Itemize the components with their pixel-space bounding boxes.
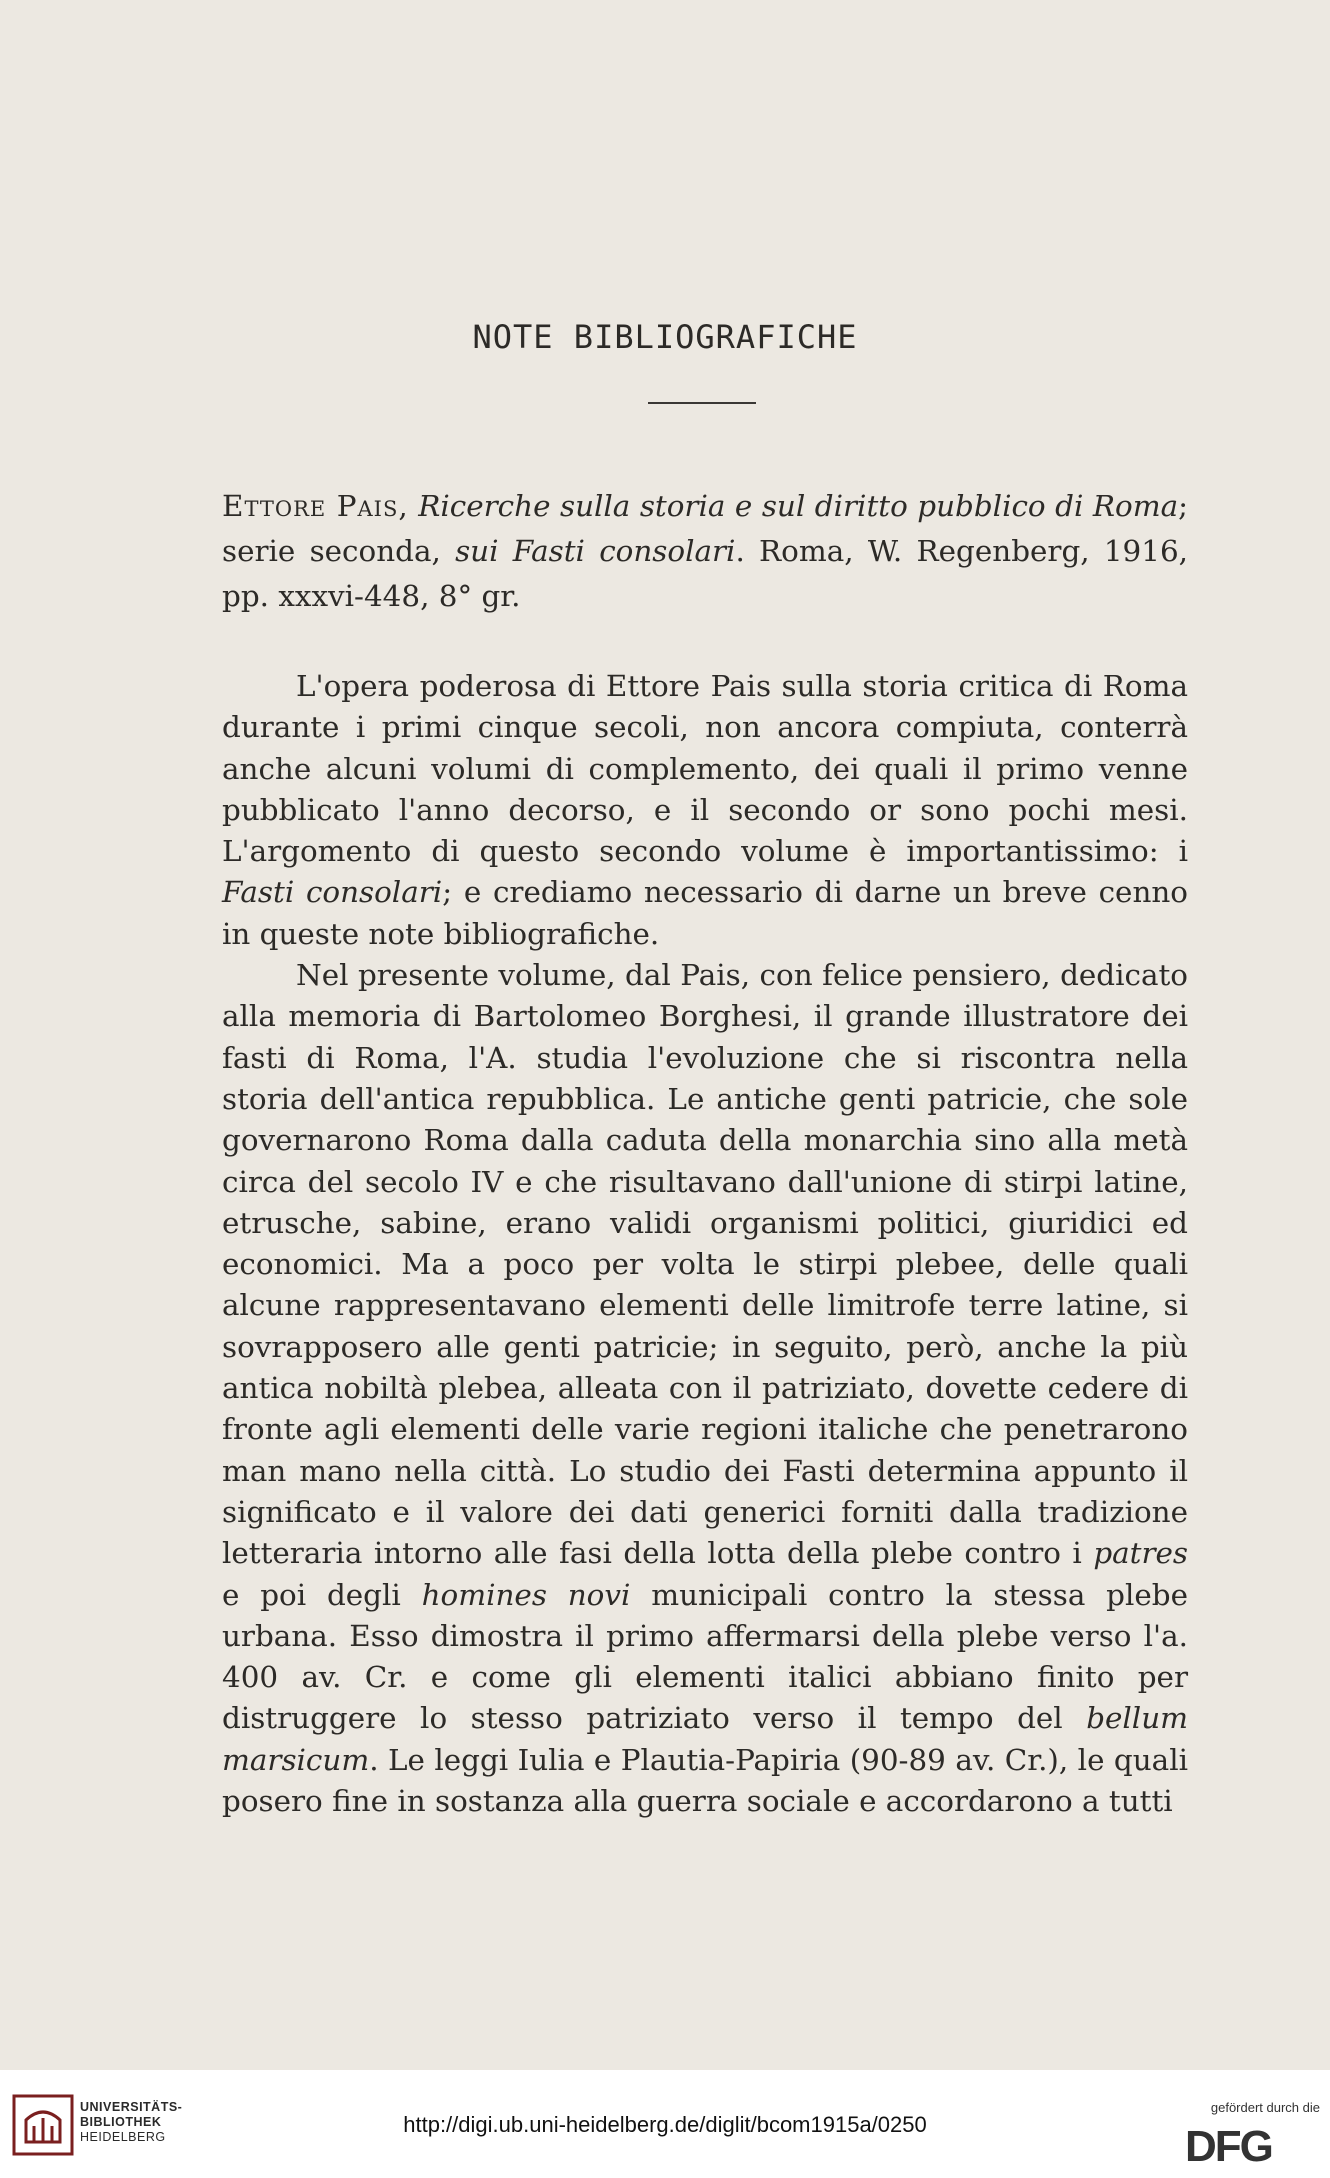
source-url-link[interactable]: http://digi.ub.uni-heidelberg.de/diglit/bcom1915a/0250 [403, 2112, 927, 2137]
review-body [222, 666, 1188, 1822]
p2-italic-a: patres [1093, 1536, 1188, 1571]
citation-details-1: ; serie seconda, [222, 489, 1189, 568]
paragraph-1 [222, 666, 1188, 955]
p2-text-a: Nel presente volume, dal Pais, con felice pensiero, dedicato alla memoria di Bartolomeo Borghesi, il grande illustratore dei fasti di Roma, l'A. studia l'evoluzione che si riscontra nella storia dell'antica repubblica. Le antiche genti patricie, che sole governarono Roma dalla caduta della monarchia sino alla metà circa del secolo IV e che risultavano dall'unione di stirpi latine, etrusche, sabine, erano validi organismi politici, giuridici ed economici. Ma a poco per volta le stirpi plebee, delle quali alcune rappresentavano elementi delle limitrofe terre latine, si sovrapposero alle genti patricie; in seguito, però, anche la più antica nobiltà plebea, alleata con il patriziato, dovette cedere di fronte agli elementi delle varie regioni italiche che penetrarono man mano nella città. Lo studio dei Fasti determina appunto il significato e il valore dei dati generici forniti dalla tradizione letteraria intorno alle fasi della lotta della plebe contro i [222, 958, 1188, 1571]
p1-text-a: L'opera poderosa di Ettore Pais sulla storia critica di Roma durante i primi cinque secoli, non ancora compiuta, conterrà anche alcuni volumi di complemento, dei quali il primo venne pubblicato l'anno decorso, e il secondo or sono pochi mesi. L'argomento di questo secondo volume è importantissimo: i [222, 669, 1188, 869]
p1-italic-a: Fasti consolari [222, 875, 443, 910]
library-line-3: HEIDELBERG [80, 2130, 166, 2144]
paragraph-2 [222, 955, 1188, 1822]
library-line-1: UNIVERSITÄTS- [80, 2100, 183, 2114]
citation-details-2: . Roma, W. Regenberg, 1916, pp. xxxvi-448, 8° gr. [222, 534, 1188, 613]
section-title: NOTE BIBLIOGRAFICHE [472, 318, 858, 356]
citation-title: Ricerche sulla storia e sul diritto pubblico di Roma [418, 489, 1179, 523]
citation-series: sui Fasti consolari [455, 534, 736, 568]
p2-text-b: e poi degli [222, 1577, 422, 1612]
title-divider [648, 402, 756, 404]
p1-text-b: ; e crediamo necessario di darne un breve cenno in queste note bibliografiche. [222, 875, 1188, 951]
p2-text-c: municipali contro la stessa plebe urbana. Esso dimostra il primo affermarsi della plebe verso l'a. 400 av. Cr. e come gli elementi italici abbiano finito per distruggere lo stesso patriziato verso il tempo del [222, 1577, 1188, 1736]
p2-italic-b: homines novi [421, 1577, 631, 1612]
p2-text-d: . Le leggi Iulia e Plautia-Papiria (90-89 av. Cr.), le quali posero fine in sostanza alla guerra sociale e accordarono a tutti [222, 1742, 1188, 1819]
library-line-2: BIBLIOTHEK [80, 2115, 162, 2129]
book-citation [222, 484, 1188, 619]
funder-caption: gefördert durch die [1210, 2100, 1320, 2115]
digitization-footer [0, 2070, 1330, 2178]
dfg-logo: DFG [1185, 2122, 1272, 2171]
citation-author: Ettore Pais, [222, 489, 409, 523]
p2-italic-c: bellum marsicum [222, 1701, 1188, 1777]
